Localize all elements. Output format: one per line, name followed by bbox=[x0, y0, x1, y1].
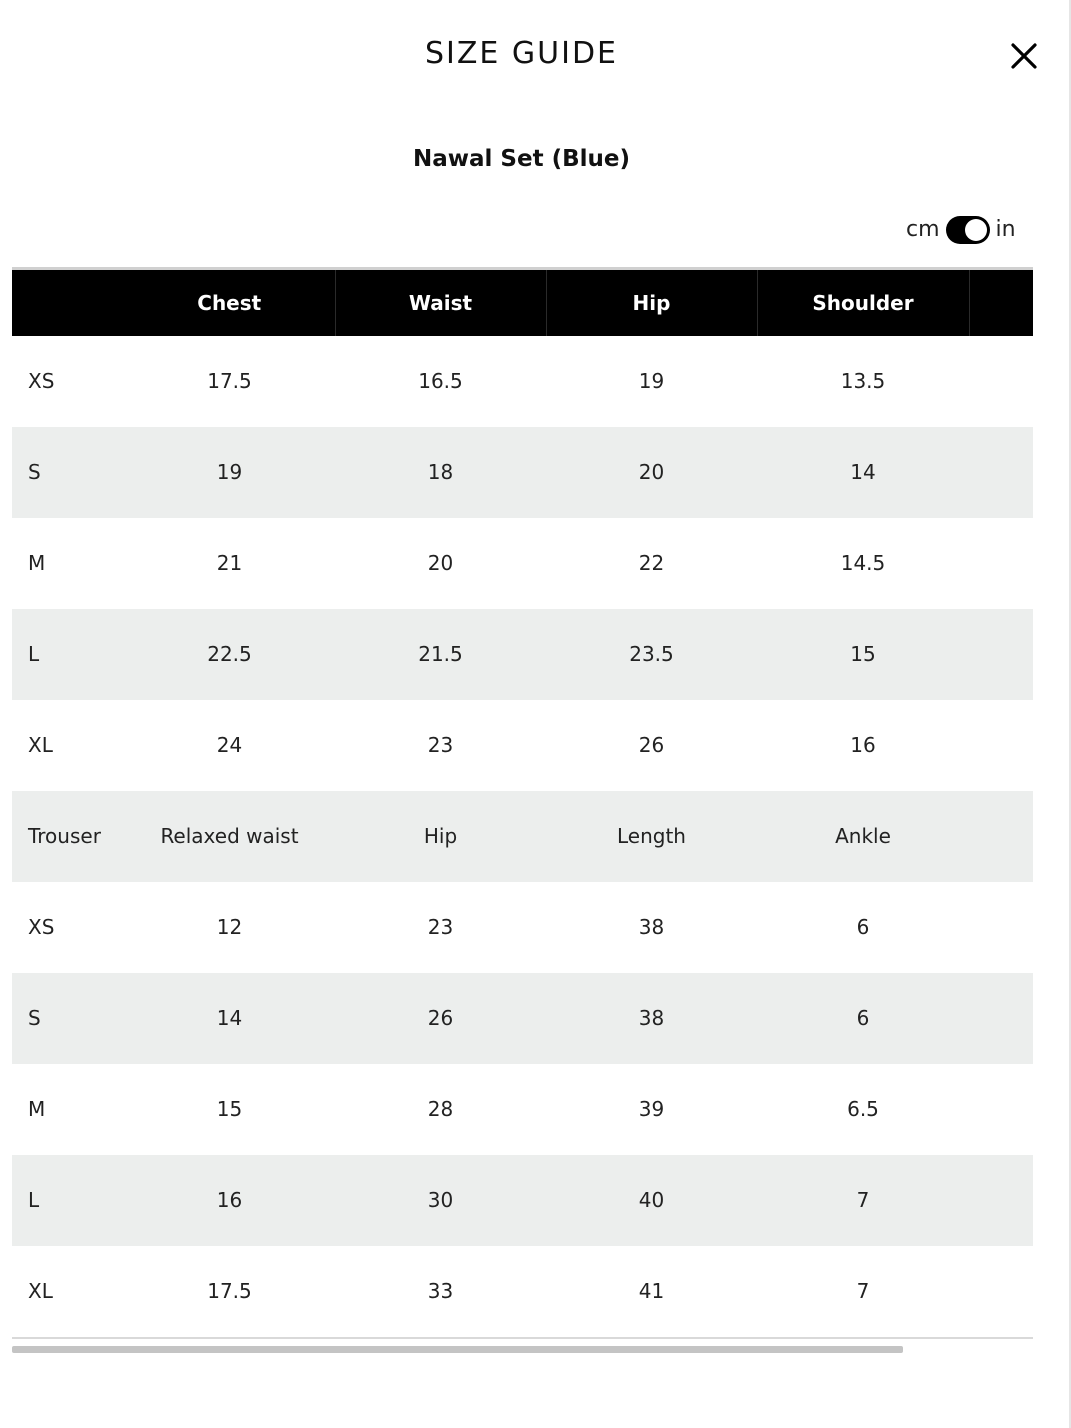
table-cell: 19 bbox=[638, 369, 665, 393]
row-label-cell: M bbox=[28, 551, 46, 575]
close-button[interactable] bbox=[1006, 38, 1042, 74]
table-cell: 15 bbox=[216, 1097, 243, 1121]
table-cell: Length bbox=[546, 791, 757, 882]
table-cell: 17.5 bbox=[207, 369, 252, 393]
table-cell: 30 bbox=[335, 1155, 546, 1246]
unit-label-in[interactable]: in bbox=[995, 217, 1016, 242]
row-label-cell: L bbox=[12, 1155, 124, 1246]
table-cell: 16 bbox=[124, 1155, 335, 1246]
table-cell bbox=[969, 791, 1033, 882]
table-row bbox=[12, 336, 1033, 427]
table-cell: 16 bbox=[850, 733, 876, 757]
table-cell: 24 bbox=[216, 733, 243, 757]
table-row bbox=[12, 427, 1033, 518]
table-row bbox=[12, 973, 1033, 1064]
table-cell: 28 bbox=[427, 1097, 454, 1121]
table-cell: 40 bbox=[546, 1155, 757, 1246]
table-cell: 39 bbox=[638, 1097, 665, 1121]
table-cell: 12 bbox=[216, 915, 243, 939]
table-cell: Relaxed waist bbox=[124, 791, 335, 882]
table-row bbox=[12, 700, 1033, 791]
table-cell: 21.5 bbox=[335, 609, 546, 700]
table-cell: 26 bbox=[638, 733, 665, 757]
table-cell: 15 bbox=[757, 609, 969, 700]
table-cell: 26 bbox=[335, 973, 546, 1064]
table-row bbox=[12, 1064, 1033, 1155]
column-header: Chest bbox=[124, 269, 335, 336]
size-table bbox=[12, 267, 1033, 1339]
table-cell: 23.5 bbox=[546, 609, 757, 700]
table-cell: 7 bbox=[757, 1155, 969, 1246]
table-cell: 17.5 bbox=[124, 1246, 335, 1338]
column-header: Shoulder bbox=[757, 269, 969, 336]
table-cell: 22.5 bbox=[124, 609, 335, 700]
row-label-cell: M bbox=[28, 1097, 46, 1121]
table-cell: 22 bbox=[638, 551, 665, 575]
table-cell: 14.5 bbox=[840, 551, 886, 575]
table-cell: 18 bbox=[335, 427, 546, 518]
column-header: Waist bbox=[335, 269, 546, 336]
table-body bbox=[12, 336, 1033, 1338]
table-row bbox=[12, 609, 1033, 700]
table-cell: 14 bbox=[124, 973, 335, 1064]
table-cell: 6.5 bbox=[847, 1097, 879, 1121]
table-cell bbox=[969, 882, 1033, 973]
column-header: Hip bbox=[546, 269, 757, 336]
table-cell: Ankle bbox=[757, 791, 969, 882]
table-cell: 20 bbox=[427, 551, 454, 575]
table-row bbox=[12, 518, 1033, 609]
scrollbar-thumb[interactable] bbox=[12, 1346, 903, 1353]
unit-toggle bbox=[906, 212, 1016, 248]
table-cell bbox=[969, 1155, 1033, 1246]
table-cell: 33 bbox=[335, 1246, 546, 1338]
table-cell bbox=[969, 1064, 1033, 1155]
table-cell: 23 bbox=[427, 915, 454, 939]
table-cell: 21 bbox=[216, 551, 243, 575]
table-cell: 16.5 bbox=[418, 369, 463, 393]
table-cell bbox=[969, 609, 1033, 700]
unit-switch[interactable] bbox=[946, 216, 990, 244]
unit-label-cm[interactable]: cm bbox=[906, 217, 940, 242]
horizontal-scrollbar[interactable] bbox=[12, 1346, 1033, 1354]
table-cell bbox=[969, 973, 1033, 1064]
table-row bbox=[12, 791, 1033, 882]
table-cell: 23 bbox=[427, 733, 454, 757]
table-row bbox=[12, 882, 1033, 973]
row-label-cell: XS bbox=[28, 369, 55, 393]
table-cell: 38 bbox=[638, 915, 665, 939]
row-label-cell: S bbox=[12, 427, 124, 518]
table-cell: 13.5 bbox=[840, 369, 886, 393]
table-cell: 14 bbox=[757, 427, 969, 518]
row-label-cell: Trouser bbox=[12, 791, 124, 882]
row-label-cell: XL bbox=[28, 733, 53, 757]
table-cell bbox=[969, 427, 1033, 518]
table-header-row bbox=[12, 269, 1033, 336]
table-cell bbox=[969, 336, 1033, 427]
table-cell bbox=[969, 700, 1033, 791]
table-cell: 7 bbox=[757, 1246, 969, 1338]
row-label-cell: L bbox=[12, 609, 124, 700]
table-cell: 20 bbox=[546, 427, 757, 518]
switch-knob bbox=[965, 219, 987, 241]
table-cell: 41 bbox=[546, 1246, 757, 1338]
table-cell bbox=[969, 518, 1033, 609]
column-header bbox=[12, 269, 124, 336]
row-label-cell: XS bbox=[28, 915, 55, 939]
table-cell bbox=[969, 1246, 1033, 1338]
table-cell: 19 bbox=[124, 427, 335, 518]
modal-title: SIZE GUIDE bbox=[424, 36, 619, 71]
close-icon bbox=[1006, 38, 1042, 74]
table-cell: 6 bbox=[856, 915, 870, 939]
row-label-cell: XL bbox=[12, 1246, 124, 1338]
product-name: Nawal Set (Blue) bbox=[412, 146, 630, 172]
table-cell: 6 bbox=[757, 973, 969, 1064]
table-cell: 38 bbox=[546, 973, 757, 1064]
row-label-cell: S bbox=[12, 973, 124, 1064]
table-row bbox=[12, 1155, 1033, 1246]
column-header bbox=[969, 269, 1033, 336]
table-cell: Hip bbox=[335, 791, 546, 882]
table-row bbox=[12, 1246, 1033, 1338]
